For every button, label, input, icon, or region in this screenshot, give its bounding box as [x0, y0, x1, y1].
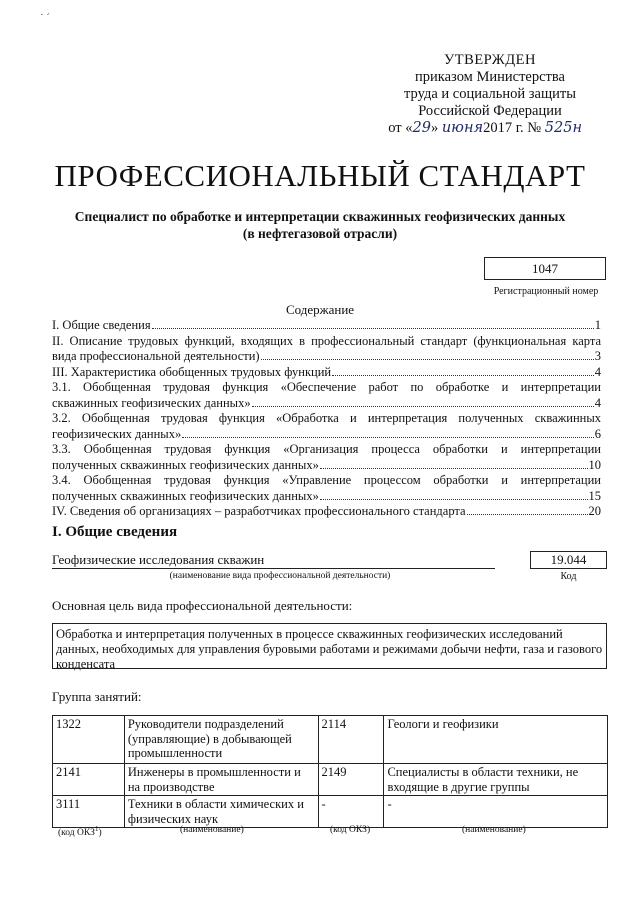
occupation-group-label: Группа занятий:	[52, 689, 142, 704]
order-number-handwritten: 525н	[544, 120, 582, 136]
toc-entry[interactable]	[52, 318, 601, 334]
toc-entry-text: полученных скважинных геофизических данных»	[52, 457, 319, 472]
toc-page-number: 15	[588, 488, 601, 503]
toc-heading: Содержание	[285, 302, 355, 317]
approval-block	[380, 52, 600, 137]
toc-entry-text: полученных скважинных геофизических данных»	[52, 488, 319, 503]
toc-page-number: 6	[594, 426, 601, 441]
toc-entry[interactable]	[52, 504, 601, 520]
toc-entry-text: вида профессиональной деятельности)	[52, 349, 260, 363]
approval-heading: УТВЕРЖДЕН	[444, 52, 536, 68]
occupation-name-cell: Техники в области химических и физических наук	[124, 796, 318, 828]
scan-mark: ˙ ˊ	[40, 12, 51, 24]
table-row	[53, 716, 608, 764]
toc-entry[interactable]	[52, 427, 601, 443]
footnote-marker: 1	[94, 825, 99, 833]
okz-code-cell: 2149	[318, 764, 384, 796]
okz-code-caption-2: (код ОКЗ)	[330, 825, 371, 835]
occupation-name-cell: Инженеры в промышленности и на производстве	[124, 764, 318, 796]
toc-entry[interactable]	[52, 349, 601, 365]
date-day-handwritten: 29	[412, 120, 431, 136]
toc-leader	[332, 375, 594, 376]
toc-entry-text: III. Характеристика обобщенных трудовых функций	[52, 364, 332, 379]
activity-name-field: Геофизические исследования скважин	[52, 552, 495, 569]
toc-leader	[152, 328, 594, 329]
toc-entry[interactable]	[52, 489, 601, 505]
registration-number-label: Регистрационный номер	[493, 286, 599, 297]
toc-page-number: 3	[594, 349, 601, 363]
section-title: I. Общие сведения	[52, 524, 178, 540]
table-row	[53, 796, 608, 828]
toc-entry-text: скважинных геофизических данных»	[52, 395, 251, 410]
approval-line-3: Российской Федерации	[418, 103, 562, 119]
occupation-name-cell: Геологи и геофизики	[384, 716, 608, 764]
toc-leader	[320, 468, 588, 469]
toc-entry[interactable]	[52, 396, 601, 412]
okz-code-cell: -	[318, 796, 384, 828]
toc-page-number: 4	[594, 364, 601, 379]
toc-entry-first-line[interactable]: 3.3. Обобщенная трудовая функция «Организация процесса обработки и интерпретации	[52, 442, 601, 456]
occupation-name-cell: -	[384, 796, 608, 828]
toc-entry-text: IV. Сведения об организациях – разработчиках профессионального стандарта	[52, 504, 466, 518]
toc-page-number: 20	[588, 504, 601, 518]
approval-line-1: приказом Министерства	[415, 69, 565, 85]
caption-text: )	[98, 828, 102, 839]
okz-code-cell: 3111	[53, 796, 125, 828]
toc-entry-first-line[interactable]: 3.4. Обобщенная трудовая функция «Управление процессом обработки и интерпретации	[52, 473, 601, 487]
table-row	[53, 764, 608, 796]
approval-line-2: труда и социальной защиты	[404, 86, 576, 102]
date-mid: »	[430, 120, 439, 136]
goal-label: Основная цель вида профессиональной деятельности:	[52, 598, 353, 613]
toc-entry-text: геофизических данных»	[52, 426, 182, 441]
approval-date-line	[380, 120, 600, 137]
occupation-name-caption-2: (наименование)	[462, 825, 526, 835]
document-title: ПРОФЕССИОНАЛЬНЫЙ СТАНДАРТ	[54, 158, 586, 193]
date-month-handwritten: июня	[441, 120, 484, 136]
okz-code-cell: 2114	[318, 716, 384, 764]
subtitle-line-2: (в нефтегазовой отрасли)	[242, 226, 398, 241]
toc-leader	[252, 406, 594, 407]
toc-entry-first-line[interactable]: 3.1. Обобщенная трудовая функция «Обеспечение работ по обработке и интерпретации	[52, 380, 601, 394]
activity-code-caption: Код	[560, 571, 577, 582]
toc-entry[interactable]	[52, 458, 601, 474]
okz-code-caption	[58, 825, 102, 838]
occupation-group-table	[52, 715, 608, 828]
okz-code-cell: 1322	[53, 716, 125, 764]
toc-leader	[182, 437, 594, 438]
activity-code-box: 19.044	[530, 551, 607, 569]
toc-page-number: 10	[588, 457, 601, 472]
activity-name-caption: (наименование вида профессиональной деятельности)	[169, 571, 391, 581]
toc-entry-text: I. Общие сведения	[52, 318, 151, 332]
toc-page-number: 1	[594, 318, 601, 332]
toc-entry-first-line[interactable]: II. Описание трудовых функций, входящих в профессиональный стандарт (функциональная карта	[52, 333, 601, 348]
date-year: 2017 г. №	[483, 120, 542, 136]
toc-entry-first-line[interactable]: 3.2. Обобщенная трудовая функция «Обработка и интерпретация полученных скважинных	[52, 411, 601, 425]
toc-leader	[467, 514, 588, 515]
occupation-name-cell: Руководители подразделений (управляющие) в добывающей промышленности	[124, 716, 318, 764]
registration-number-box: 1047	[484, 257, 606, 280]
caption-text: (код ОКЗ	[58, 828, 95, 839]
occupation-name-cell: Специалисты в области техники, не входящие в другие группы	[384, 764, 608, 796]
occupation-name-caption: (наименование)	[180, 825, 244, 835]
okz-code-cell: 2141	[53, 764, 125, 796]
goal-text-box: Обработка и интерпретация полученных в процессе скважинных геофизических исследований данных, необходимых для управления буровыми работами и режимами добычи нефти, газа и газового конденсата	[52, 623, 607, 669]
table-of-contents	[52, 318, 601, 520]
document-subtitle	[30, 208, 610, 242]
toc-page-number: 4	[594, 395, 601, 410]
toc-leader	[320, 499, 588, 500]
subtitle-line-1: Специалист по обработке и интерпретации скважинных геофизических данных	[74, 209, 566, 224]
date-prefix: от «	[388, 120, 413, 136]
toc-entry[interactable]	[52, 365, 601, 381]
toc-leader	[261, 359, 594, 360]
